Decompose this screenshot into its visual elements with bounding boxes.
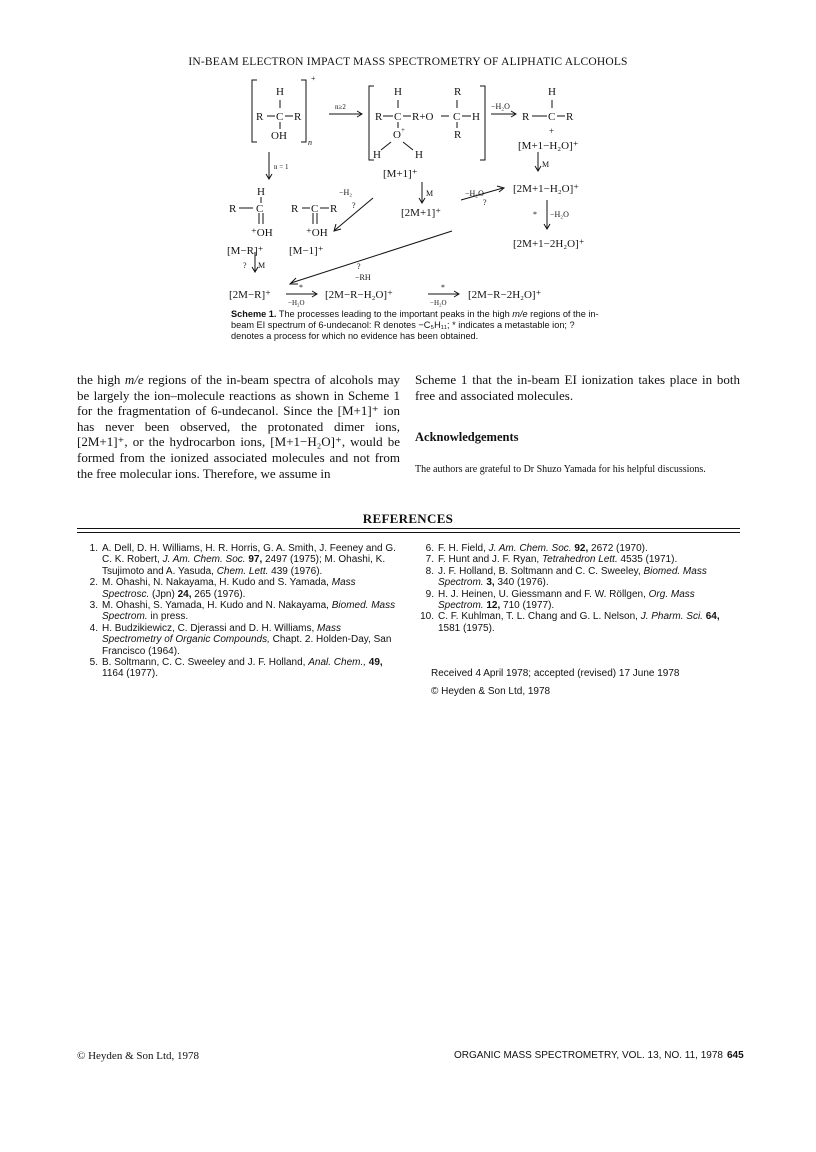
reference-item (80, 543, 400, 577)
scheme-h: H (373, 149, 381, 161)
reference-text: J. Am. Chem. Soc. (488, 543, 572, 554)
reference-text: F. H. Field, (438, 543, 489, 554)
reference-item (416, 543, 741, 554)
caption-label: Scheme 1. (231, 309, 277, 319)
body-left-text-a: the high (77, 372, 125, 387)
reference-number: 8. (425, 565, 434, 577)
scheme-n-eq-1: n = 1 (274, 163, 289, 171)
scheme-question: ? (352, 201, 356, 210)
scheme-2m-r-h2o: [2M−R−H₂O]⁺ (325, 289, 393, 301)
caption-me: m/e (512, 309, 528, 319)
reference-text: 2672 (1970). (588, 543, 648, 554)
scheme-h: H (394, 86, 402, 98)
received-date: Received 4 April 1978; accepted (revised) 17 June 1978 (431, 668, 680, 679)
scheme-2m1-2h2o: [2M+1−2H₂O]⁺ (513, 238, 585, 250)
reference-text: C. F. Kuhlman, T. L. Chang and G. L. Nelson, (438, 611, 641, 623)
reference-text: Biomed. Mass Spectrom. (102, 600, 396, 623)
scheme-r: R (454, 86, 462, 98)
scheme-m1-h2o: [M+1−H₂O]⁺ (518, 140, 579, 152)
reference-item (80, 600, 400, 623)
references-right-list (416, 543, 741, 634)
scheme-caption (231, 309, 601, 342)
body-left-text-b: regions of the in-beam spectra of alcohols may be largely the ion–molecule reactions as shown in Scheme 1 for the fragmentation of 6-undecanol. Since the [M+1]⁺ ion has never been observed, the protonated dimer ions, [2M+1]⁺, or the hydrocarbon ions, [M+1−H₂O]⁺, would be formed from the ionized associated molecules and not from the free molecular ions. Therefore, we assume in (77, 372, 400, 481)
scheme-m: M (258, 261, 266, 270)
caption-text-a: The processes leading to the important peaks in the high (276, 309, 513, 319)
scheme-m: M (426, 189, 434, 198)
scheme-m: M (542, 160, 550, 169)
scheme-question: ? (243, 261, 247, 270)
scheme-c: C (548, 111, 556, 123)
reference-text: in press. (147, 611, 189, 623)
scheme-2m1-h2o: [2M+1−H₂O]⁺ (513, 183, 580, 195)
reference-text: Mass Spectrosc. (102, 577, 356, 600)
reference-text: J. Pharm. Sci. (640, 611, 703, 623)
scheme-c: C (311, 203, 319, 215)
scheme-r: R (375, 111, 383, 123)
reference-number: 9. (425, 588, 434, 600)
reference-text: Anal. Chem., (308, 657, 367, 669)
scheme-question: ? (357, 262, 361, 271)
references-rule (77, 528, 740, 529)
footer-copyright: © Heyden & Son Ltd, 1978 (77, 1050, 200, 1062)
scheme-plus: + (401, 126, 405, 134)
reference-number: 5. (89, 657, 98, 669)
reference-number: 6. (425, 543, 434, 554)
reference-text: 92, (571, 543, 589, 554)
reference-text: 3, (483, 577, 495, 589)
scheme-minus-h2o: −H₂O (430, 299, 447, 307)
scheme-2m-r-2h2o: [2M−R−2H₂O]⁺ (468, 289, 542, 301)
body-right-column: Scheme 1 that the in-beam EI ionization takes place in both free and associated molecules. (415, 372, 740, 403)
reference-text: 710 (1977). (500, 600, 555, 612)
reference-number: 2. (89, 577, 98, 589)
reference-text: Chapt. 2. Holden-Day, San Francisco (1964). (102, 634, 392, 657)
scheme-minus-h2o: −H₂O (491, 102, 510, 111)
scheme-r: R (229, 203, 237, 215)
scheme-r-plus-o: R+O (412, 111, 434, 123)
reference-item (80, 623, 400, 657)
scheme-oh: OH (271, 130, 287, 142)
page-number: 645 (726, 1050, 744, 1061)
scheme-m-minus-r: [M−R]⁺ (227, 245, 264, 257)
scheme-h: H (548, 86, 556, 98)
reference-text: M. Ohashi, N. Nakayama, H. Kudo and S. Yamada, (102, 577, 332, 589)
scheme-minus-h2o: −H₂O (288, 299, 305, 307)
scheme-h: H (276, 86, 284, 98)
acknowledgements-heading: Acknowledgements (415, 430, 519, 444)
reference-item (80, 657, 400, 680)
scheme-r: R (454, 129, 462, 141)
scheme-plus: + (549, 126, 555, 136)
reference-text: 1581 (1975). (438, 622, 495, 634)
caption-text-b: regions of the in-beam EI spectrum of 6-undecanol: R denotes −C₅H₁₁; * indicates a metastable ion; ? denotes a process for which no evidence has been obtained. (231, 309, 599, 341)
scheme-r: R (522, 111, 530, 123)
body-left-column (77, 372, 400, 481)
reference-text: Biomed. Mass Spectrom. (438, 565, 707, 589)
reference-text: Tetrahedron Lett. (541, 554, 618, 566)
reference-text: 340 (1976). (494, 577, 549, 589)
reference-text: 24, (177, 588, 192, 600)
reference-number: 10. (420, 611, 434, 623)
reference-text: 49, (366, 657, 383, 669)
reference-item (416, 589, 741, 612)
copyright-notice: © Heyden & Son Ltd, 1978 (431, 686, 551, 697)
reference-text: 4535 (1971). (617, 554, 678, 566)
footer-journal-title: ORGANIC MASS SPECTROMETRY, VOL. 13, NO. 11, 1978 (454, 1050, 723, 1061)
footer-journal (454, 1050, 744, 1061)
reference-text: J. F. Holland, B. Soltmann and C. C. Sweeley, (438, 565, 644, 577)
scheme-star: * (533, 210, 537, 219)
reference-text: 12, (483, 600, 501, 612)
scheme-h: H (415, 149, 423, 161)
scheme-2m-plus-1: [2M+1]⁺ (401, 207, 442, 219)
scheme-minus-h2o: −H₂O (465, 189, 484, 198)
reference-item (416, 566, 741, 589)
scheme-star: * (441, 283, 445, 292)
scheme-r: R (566, 111, 574, 123)
reference-item (80, 577, 400, 600)
reference-text: 439 (1976). (268, 565, 323, 577)
reference-text: 1164 (1977). (102, 668, 158, 680)
scheme-minus-h2o: −H₂O (550, 210, 569, 219)
scheme-c: C (453, 111, 461, 123)
scheme-m-plus-1: [M+1]⁺ (383, 168, 418, 180)
scheme-star: * (299, 283, 303, 292)
scheme-r: R (294, 111, 302, 123)
scheme-question: ? (483, 198, 487, 207)
scheme-r: R (291, 203, 299, 215)
reference-number: 4. (89, 622, 98, 634)
scheme-r: R (330, 203, 338, 215)
reference-text: H. J. Heinen, U. Giessmann and F. W. Röllgen, (438, 588, 649, 600)
scheme-c: C (276, 111, 284, 123)
scheme-2m-minus-r: [2M−R]⁺ (229, 289, 271, 301)
reference-text: H. Budzikiewicz, C. Djerassi and D. H. Williams, (102, 622, 318, 634)
reference-text: (Jpn) (149, 588, 178, 600)
scheme-minus-rh: −RH (355, 273, 371, 282)
reference-item (416, 554, 741, 565)
running-head: IN-BEAM ELECTRON IMPACT MASS SPECTROMETRY OF ALIPHATIC ALCOHOLS (188, 56, 628, 68)
scheme-n-ge-2: n≥2 (335, 103, 346, 111)
scheme-m-minus-1: [M−1]⁺ (289, 245, 324, 257)
reference-text: Org. Mass Spectrom. (438, 588, 695, 612)
scheme-c: C (256, 203, 264, 215)
scheme-c: C (394, 111, 402, 123)
scheme-r: R (256, 111, 264, 123)
scheme-h: H (257, 186, 265, 198)
reaction-scheme (225, 72, 625, 307)
reference-number: 1. (89, 543, 98, 554)
reference-number: 3. (89, 600, 98, 612)
scheme-plus-oh: ⁺OH (251, 227, 273, 239)
reference-text: J. Am. Chem. Soc. (162, 554, 246, 566)
reference-text: M. Ohashi, S. Yamada, H. Kudo and N. Nakayama, (102, 600, 332, 612)
reference-item (416, 611, 741, 634)
references-left-list (80, 543, 400, 680)
reference-text: A. Dell, D. H. Williams, H. R. Horris, G. A. Smith, J. Feeney and G. C. K. Robert, (102, 543, 396, 566)
reference-number: 7. (425, 554, 434, 566)
references-heading: REFERENCES (362, 511, 454, 526)
body-left-me: m/e (124, 372, 144, 387)
references-rule-thin (77, 532, 740, 533)
acknowledgements-text: The authors are grateful to Dr Shuzo Yamada for his helpful discussions. (415, 464, 706, 475)
scheme-h: H (472, 111, 480, 123)
reference-text: 2497 (1975); M. Ohashi, K. Tsujimoto and A. Yasuda, (102, 554, 386, 577)
reference-text: 97, (245, 554, 263, 566)
reference-text: 64, (702, 611, 720, 623)
reference-text: F. Hunt and J. F. Ryan, (438, 554, 542, 566)
reference-text: Chem. Lett. (216, 565, 269, 577)
scheme-plus-oh: ⁺OH (306, 227, 328, 239)
scheme-radical-plus: + (311, 74, 316, 83)
scheme-o-plus: O (393, 129, 401, 141)
scheme-minus-h2: −H₂ (339, 188, 353, 197)
reference-text: 265 (1976). (191, 588, 246, 600)
reference-text: Mass Spectrometry of Organic Compounds, (102, 622, 341, 646)
scheme-n: n (308, 138, 312, 147)
reference-text: B. Soltmann, C. C. Sweeley and J. F. Holland, (102, 657, 309, 669)
